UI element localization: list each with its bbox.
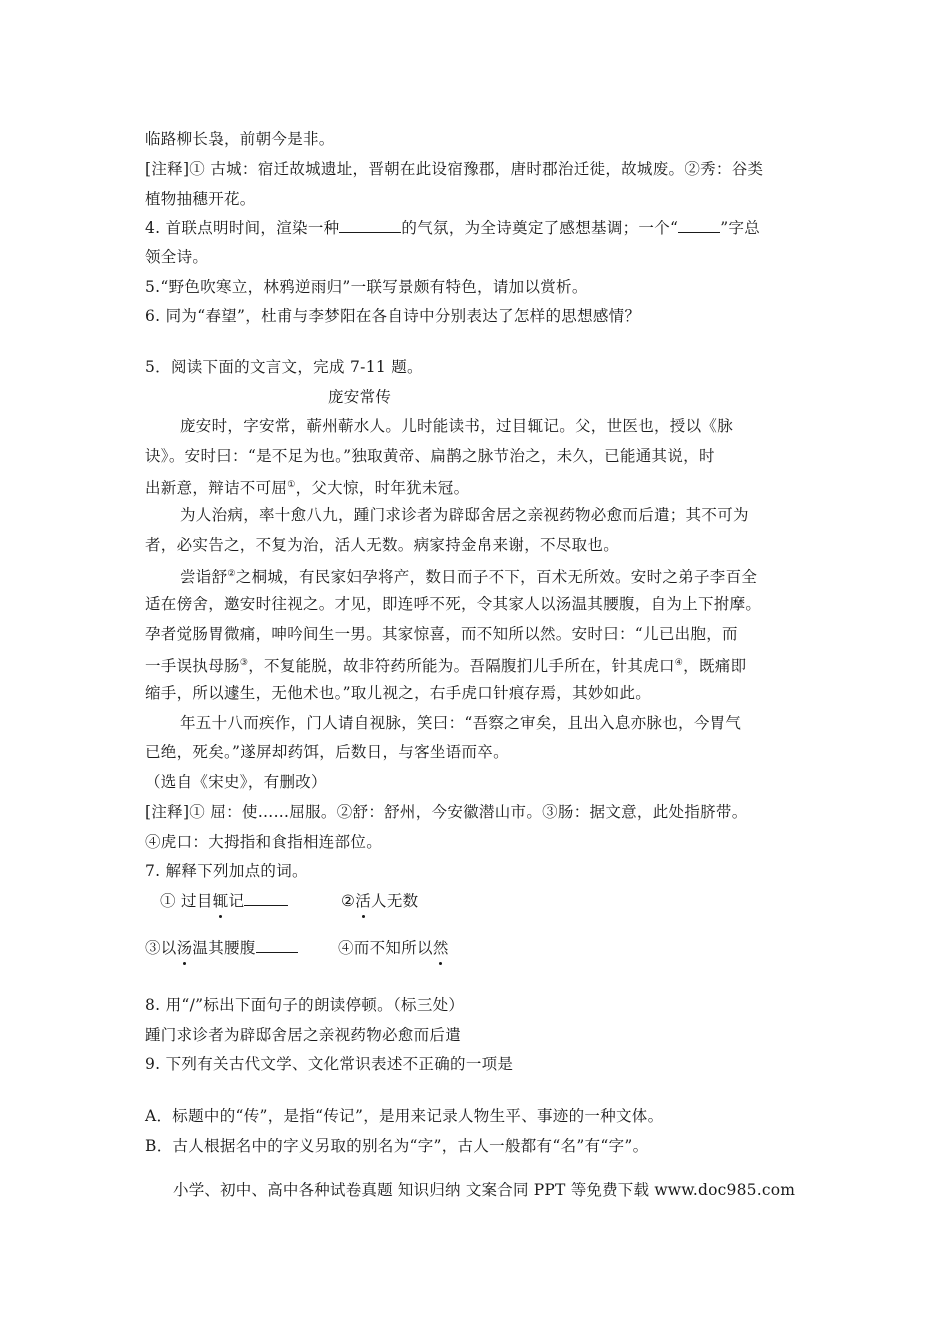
passage-p3-line-5: 缩手，所以遽生，无他术也。”取儿视之，右手虎口针痕存焉，其妙如此。 (145, 684, 652, 702)
passage-text: 之桐城，有民家妇孕将产，数日而子不下，百术无所效。安时之弟子李百全 (235, 568, 758, 587)
page-footer: 小学、初中、高中各种试卷真题 知识归纳 文案合同 PPT 等免费下载 www.doc985.com (173, 1181, 796, 1199)
q7-text: 温其腰腹 (192, 939, 256, 957)
question-6: 6. 同为“春望”，杜甫与李梦阳在各自诗中分别表达了怎样的思想感情？ (145, 307, 641, 325)
dotted-char: 活 (355, 892, 372, 910)
q7-text: ③以 (145, 939, 177, 957)
question-5: 5.“野色吹寒立，林鸦逆雨归”一联写景颇有特色，请加以赏析。 (145, 278, 588, 296)
passage-p3-line-3: 孕者觉肠胃微痛，呻吟间生一男。其家惊喜，而不知所以然。安时曰：“儿已出胞，而 (145, 625, 738, 643)
question-8-sentence: 踵门求诊者为辟邸舍居之亲视药物必愈而后遣 (145, 1026, 462, 1044)
question-9-stem: 9. 下列有关古代文学、文化常识表述不正确的一项是 (145, 1055, 514, 1073)
q4-text-3: ”字总 (720, 219, 761, 237)
passage-p4-line-2: 已绝，死矣。”遂屏却药饵，后数日，与客坐语而卒。 (145, 743, 509, 761)
question-7-item-c (145, 937, 298, 959)
question-7-item-b (341, 890, 418, 912)
passage-source: （选自《宋史》，有删改） (145, 773, 327, 791)
q4-text-1: 4. 首联点明时间，渲染一种 (145, 219, 340, 237)
note-marker: ② (227, 569, 236, 579)
question-9-option-a: A．标题中的“传”，是指“传记”，是用来记录人物生平、事迹的一种文体。 (145, 1107, 664, 1125)
dotted-char: 然 (432, 939, 449, 957)
passage-text: 尝诣舒 (180, 568, 228, 587)
answer-blank (244, 890, 288, 906)
passage-text: 一手误执母肠 (145, 657, 240, 676)
passage-p3-line-1 (180, 563, 757, 588)
answer-blank (256, 937, 298, 953)
poem-notes-line-2: 植物抽穗开花。 (145, 190, 256, 208)
q7-text: ② (341, 892, 356, 910)
passage-text: 出新意，辩诘不可屈 (145, 479, 288, 498)
passage-notes-line-2: ④虎口：大拇指和食指相连部位。 (145, 833, 383, 851)
passage-p3-line-2: 适在傍舍，邀安时往视之。才见，即连呼不死，令其家人以汤温其腰腹，自为上下拊摩。 (145, 595, 762, 613)
passage-p1-line-3 (145, 474, 469, 499)
note-marker: ④ (674, 658, 684, 668)
passage-text: ，父大惊，时年犹未冠。 (295, 479, 470, 498)
dotted-char: 汤 (176, 939, 193, 957)
question-8-stem: 8. 用“/”标出下面句子的朗读停顿。（标三处） (145, 996, 465, 1014)
passage-p1-line-1: 庞安时，字安常，蕲州蕲水人。儿时能读书，过目辄记。父，世医也，授以《脉 (180, 417, 734, 435)
q7-text: 记 (228, 892, 245, 910)
passage-p4-line-1: 年五十八而疾作，门人请自视脉，笑曰：“吾察之审矣，且出入息亦脉也，今胃气 (180, 714, 742, 732)
q4-blank-2 (678, 217, 720, 233)
passage-p2-line-2: 者，必实告之，不复为治，活人无数。病家持金帛来谢，不尽取也。 (145, 536, 620, 554)
question-7-stem: 7. 解释下列加点的词。 (145, 862, 308, 880)
note-marker: ③ (239, 658, 249, 668)
note-marker: ① (287, 480, 296, 490)
q7-text: ① 过目 (160, 892, 213, 910)
question-7-item-d (338, 937, 449, 959)
poem-notes-line-1: [注释]① 古城：宿迁故城遗址，晋朝在此设宿豫郡，唐时郡治迁徙，故城废。②秀：谷类 (145, 160, 764, 178)
question-4 (145, 217, 760, 239)
q4-blank-1 (339, 217, 401, 233)
passage-notes-line-1: [注释]① 屈：使……屈服。②舒：舒州，今安徽潜山市。③肠：据文意，此处指脐带。 (145, 803, 748, 821)
question-4-line-2: 领全诗。 (145, 248, 209, 266)
question-9-option-b: B．古人根据名中的字义另取的别名为“字”，古人一般都有“名”有“字”。 (145, 1137, 649, 1155)
passage-text: ，不复能脱，故非符药所能为。吾隔腹扪儿手所在，针其虎口 (248, 657, 675, 676)
section-5-intro: 5．阅读下面的文言文，完成 7-11 题。 (145, 358, 423, 376)
question-7-item-a (160, 890, 288, 912)
dotted-char: 辄 (212, 892, 229, 910)
passage-p3-line-4 (145, 652, 746, 677)
q7-text: 人无数 (371, 892, 419, 910)
q4-text-2: 的气氛，为全诗奠定了感想基调；一个“ (401, 219, 679, 237)
passage-p2-line-1: 为人治病，率十愈八九，踵门求诊者为辟邸舍居之亲视药物必愈而后遣；其不可为 (180, 506, 749, 524)
q7-text: ④而不知所以 (338, 939, 433, 957)
passage-p1-line-2: 诀》。安时曰：“是不足为也。”独取黄帝、扁鹊之脉节治之，未久，已能通其说，时 (145, 447, 715, 465)
passage-title: 庞安常传 (328, 388, 392, 406)
poem-tail-line: 临路柳长袅，前朝今是非。 (145, 130, 335, 148)
passage-text: ，既痛即 (683, 657, 747, 676)
